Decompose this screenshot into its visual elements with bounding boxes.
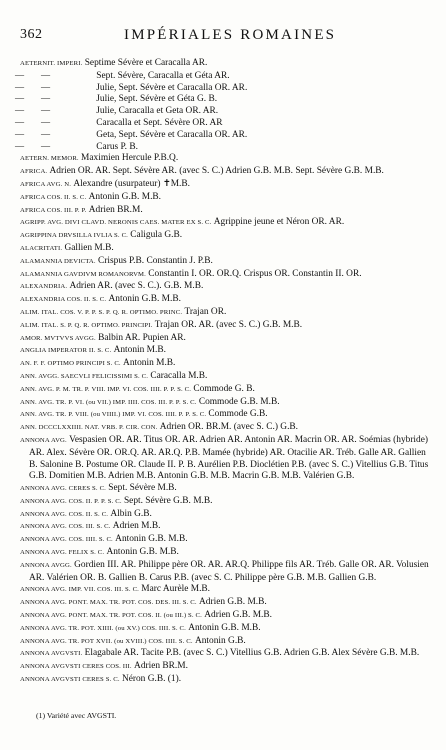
entry-description: Julie, Sept. Sévère et Géta G. B. — [96, 94, 218, 105]
entry-description: Carus P. B. — [96, 141, 138, 152]
entry — [20, 533, 434, 546]
entry-description: Balbin AR. Pupien AR. — [98, 332, 186, 343]
entry-description: Alexandre (usurpateur) ✝M.B. — [73, 178, 190, 189]
entry — [20, 165, 434, 178]
entry — [20, 508, 434, 521]
entry — [20, 216, 434, 229]
entry-legend: ALEXANDRIA. — [20, 283, 68, 291]
entry-legend: ANNONA AVG. COS. IIII. S. C. — [20, 536, 113, 544]
entry-description: Agrippine jeune et Néron OR. AR. — [213, 217, 345, 228]
entry — [14, 81, 434, 94]
entry-legend: AMOR. MVTVVS AVGG. — [20, 334, 96, 342]
entry-legend: ANNONA AVG. PONT. MAX. TR. POT. COS. DES. III. S. C. — [20, 599, 197, 607]
entry-legend: — — — [14, 140, 51, 151]
entry — [20, 647, 434, 660]
entry — [14, 93, 434, 105]
entry-description: Vespasien OR. AR. Titus OR. AR. Adrien AR. Antonin AR. Macrin OR. AR. Soémias (hybride) AR. Alex. Sévère OR. OR.Q. AR. AR.Q. P.B. Mamée (hybride) AR. Otacilie AR. Tréb. Galle AR. Gallien B. Salonine B. Postume OR. Claude II. P. B. Aurélien P.B. Dioclétien P.B. (avec S. C.) Vitellius G.B. Titus G.B. Domitien M.B. Adrien M.B. Antonin G.B. M.B. Macrin G.B. M.B. Valérien G.B. — [29, 434, 429, 482]
entry — [20, 344, 434, 357]
entry — [14, 140, 434, 153]
entry-description: Sept. Sévère, Caracalla et Géta AR. — [96, 70, 230, 81]
entry-description: Elagabale AR. Tacite P.B. (avec S. C.) Vitellius G.B. Adrien G.B. Alex Sévère G.B. M.B. — [84, 648, 420, 659]
entry-legend: ANNONA AVGVSTI CERES COS. III. — [20, 663, 132, 671]
entry-legend: ANNONA AVGVSTI. — [20, 650, 83, 658]
entry-legend: ALAMANNIA DEVICTA. — [20, 257, 96, 265]
entry — [20, 306, 434, 319]
entry-legend: ANNONA AVG. COS. III. S. C. — [20, 523, 111, 531]
entry-legend: ANNONA AVG. TR. POT XVII. (ou XVIII.) COS. IIII. S. C. — [20, 637, 193, 645]
entry-legend: AFRICA COS. III. P. P. — [20, 206, 87, 214]
entry-description: Commode G.B. M.B. — [198, 396, 280, 407]
entry-legend: AFRICA AVG. N. — [20, 180, 72, 188]
entry-legend: — — — [14, 69, 51, 80]
entry — [20, 495, 434, 508]
page-header — [20, 27, 428, 47]
entry — [20, 268, 434, 281]
entry-legend: ANNONA AVG. PONT. MAX. TR. POT. COS. II. (ou III.) S. C. — [20, 612, 202, 620]
entry — [20, 255, 434, 268]
page-title: IMPÉRIALES ROMAINES — [124, 27, 337, 43]
entry-description: Gallien M.B. — [64, 242, 114, 253]
entry-legend: AGRIPPINA DRVSILLA IVLIA S. C. — [20, 232, 128, 240]
entry-legend: — — — [14, 128, 51, 139]
entry — [20, 408, 434, 421]
entry — [20, 204, 434, 217]
entry-description: Antonin G.B. M.B. — [108, 294, 181, 305]
entry-legend: ANN. AVG. TR. P. VI. (ou VII.) IMP. IIII. COS. III. P. P. S. C. — [20, 398, 197, 406]
entry-legend: ALACRITATI. — [20, 244, 63, 252]
entry — [20, 421, 434, 434]
entry-description: Trajan OR. AR. (avec S. C.) G.B. M.B. — [154, 319, 303, 330]
entry-legend: AETERN. MEMOR. — [20, 155, 79, 163]
entry-legend: AGRIPP. AVG. DIVI CLAVD. NERONIS CAES. MATER EX S. C. — [20, 219, 212, 227]
entry-description: Trajan OR. — [184, 306, 227, 317]
entry — [20, 583, 434, 596]
entry-description: Adrien BR.M. — [134, 661, 188, 672]
entry-legend: ANN. AVG. P. M. TR. P. VIII. IMP. VI. COS. IIII. P. P. S. C. — [20, 385, 192, 393]
entry-legend: ANNONA AVG. COS. II. S. C. — [20, 510, 109, 518]
entry — [20, 293, 434, 306]
entry-legend: ANNONA AVGVSTI CERES S. C. — [20, 676, 120, 684]
entry-legend: ANNONA AVG. COS. II. P. P. S. C. — [20, 497, 122, 505]
entry-legend: ANN. AVG. TR. P. VIII. (ou VIIII.) IMP. VI. COS. IIII. P. P. S. C. — [20, 411, 207, 419]
entry-legend: ANN. DCCCLXXIIII. NAT. VRB. P. CIR. CON. — [20, 424, 158, 432]
page-number: 362 — [20, 27, 43, 42]
entry-legend: — — — [14, 81, 51, 92]
entry-description: Marc Aurèle M.B. — [141, 584, 211, 595]
entry — [14, 105, 434, 117]
entry-description: Commode G.B. — [208, 409, 268, 420]
entry-legend: ANNONA AVG. FELIX S. C. — [20, 549, 105, 557]
entry — [20, 280, 434, 293]
entry-legend: ANNONA AVG. TR. POT. XIIII. (ou XV.) COS. IIII. S. C. — [20, 624, 186, 632]
entry-description: Sept. Sévère M.B. — [108, 483, 177, 494]
entry — [20, 242, 434, 255]
entry-description: Néron G.B. (1). — [121, 674, 182, 685]
entry-description: Caracalla M.B. — [150, 370, 208, 381]
entry-description: Adrien OR. AR. Sept. Sévère AR. (avec S. C.) Adrien G.B. M.B. Sept. Sévère G.B. M.B. — [49, 166, 384, 177]
entry — [20, 673, 434, 686]
entry-description: Julie, Caracalla et Geta OR. AR. — [96, 106, 219, 117]
entry-legend: ANNONA AVGG. — [20, 561, 72, 569]
entry — [20, 319, 434, 332]
entry-legend: — — — [14, 116, 51, 127]
entry — [14, 116, 434, 129]
entry — [20, 370, 434, 383]
entry-description: Geta, Sept. Sévère et Caracalla OR. AR. — [96, 129, 248, 140]
entry-legend: ANN. AVGG. SAECVLI FELICISSIMI S. C. — [20, 372, 149, 380]
entry — [20, 178, 434, 191]
entry — [14, 69, 434, 82]
entry-legend: AETERNIT. IMPERI. — [20, 60, 83, 67]
entry-description: Antonin G.B. M.B. — [115, 534, 188, 545]
entry-description: Albin G.B. — [110, 508, 152, 519]
entry-description: Adrien G.B. M.B. — [199, 597, 267, 608]
entry-legend: ANNONA AVG. — [20, 436, 67, 444]
entry-description: Constantin I. OR. OR.Q. Crispus OR. Constantin II. OR. — [148, 268, 362, 279]
entry-legend: AFRICA. — [20, 168, 48, 176]
entry — [20, 57, 434, 70]
entry — [20, 396, 434, 409]
entry — [20, 191, 434, 204]
entry-description: Adrien G.B. M.B. — [204, 610, 272, 621]
entry-legend: ALAMANNIA GAVDIVM ROMANORVM. — [20, 270, 146, 278]
entry — [20, 596, 434, 609]
entry — [20, 559, 434, 584]
entry-description: Commode G. B. — [193, 383, 255, 394]
entry-legend: AN. F. F. OPTIMO PRINCIPI S. C. — [20, 360, 121, 368]
entry-description: Antonin G.B. — [194, 635, 246, 646]
entry — [20, 520, 434, 533]
entry-description: Julie, Sept. Sévère et Caracalla OR. AR. — [96, 82, 248, 93]
entry-description: Caligula G.B. — [130, 230, 183, 241]
entry-description: Adrien OR. BR.M. (avec S. C.) G.B. — [159, 422, 299, 433]
entry-description: Antonin G.B. M.B. — [188, 622, 261, 633]
entry — [20, 229, 434, 242]
entry-list — [14, 57, 434, 686]
entry — [20, 609, 434, 622]
entry — [20, 152, 434, 165]
entry-legend: ALIM. ITAL. S. P. Q. R. OPTIMO. PRINCIPI. — [20, 321, 153, 329]
entry-legend: ANNONA AVG. CERES S. C. — [20, 485, 107, 493]
entry — [20, 482, 434, 495]
entry-legend: ANNONA AVG. IMP. VII. COS. III. S. C. — [20, 586, 140, 594]
entry-description: Adrien AR. (avec S. C.). G.B. M.B. — [69, 281, 204, 292]
entry — [20, 383, 434, 396]
entry-legend: ALIM. ITAL. COS. V. P. P. S. P. Q. R. OPTIMO. PRINC. — [20, 308, 183, 316]
entry-description: Adrien M.B. — [112, 521, 161, 532]
entry-description: Sept. Sévère G.B. M.B. — [123, 495, 213, 506]
footnote: (1) Variété avec AVGSTI. — [36, 711, 117, 720]
entry-legend: ANGLIA IMPERATOR II. S. C. — [20, 347, 112, 355]
entry-description: Crispus P.B. Constantin J. P.B. — [98, 255, 213, 266]
entry-legend: AFRICA COS. II. S. C. — [20, 193, 87, 201]
entry-legend: ALEXANDRIA COS. II. S. C. — [20, 296, 107, 304]
entry — [20, 332, 434, 345]
entry — [20, 635, 434, 648]
entry — [14, 128, 434, 141]
entry-legend: — — — [14, 105, 51, 116]
entry — [20, 660, 434, 673]
entry-description: Septime Sévère et Caracalla AR. — [84, 58, 208, 68]
entry-description: Adrien BR.M. — [88, 204, 143, 215]
entry — [20, 622, 434, 635]
entry-description: Antonin G.B. M.B. — [106, 547, 179, 558]
entry-description: Gordien III. AR. Philippe père OR. AR. AR.Q. Philippe fils AR. Tréb. Galle OR. AR. Volusien AR. Valérien OR. B. Gallien B. Carus P.B. (avec S. C. Philippe père G.B. M.B. Gallien G.B. — [29, 559, 429, 583]
entry-description: Antonin G.B. M.B. — [88, 191, 162, 202]
entry-description: Maximien Hercule P.B.Q. — [81, 153, 179, 164]
entry-description: Antonin M.B. — [113, 345, 166, 356]
entry-description: Antonin M.B. — [123, 358, 176, 369]
entry — [20, 546, 434, 559]
entry — [20, 434, 434, 482]
entry-description: Caracalla et Sept. Sévère OR. AR — [96, 117, 223, 128]
entry — [20, 357, 434, 370]
entry-legend: — — — [14, 93, 51, 104]
